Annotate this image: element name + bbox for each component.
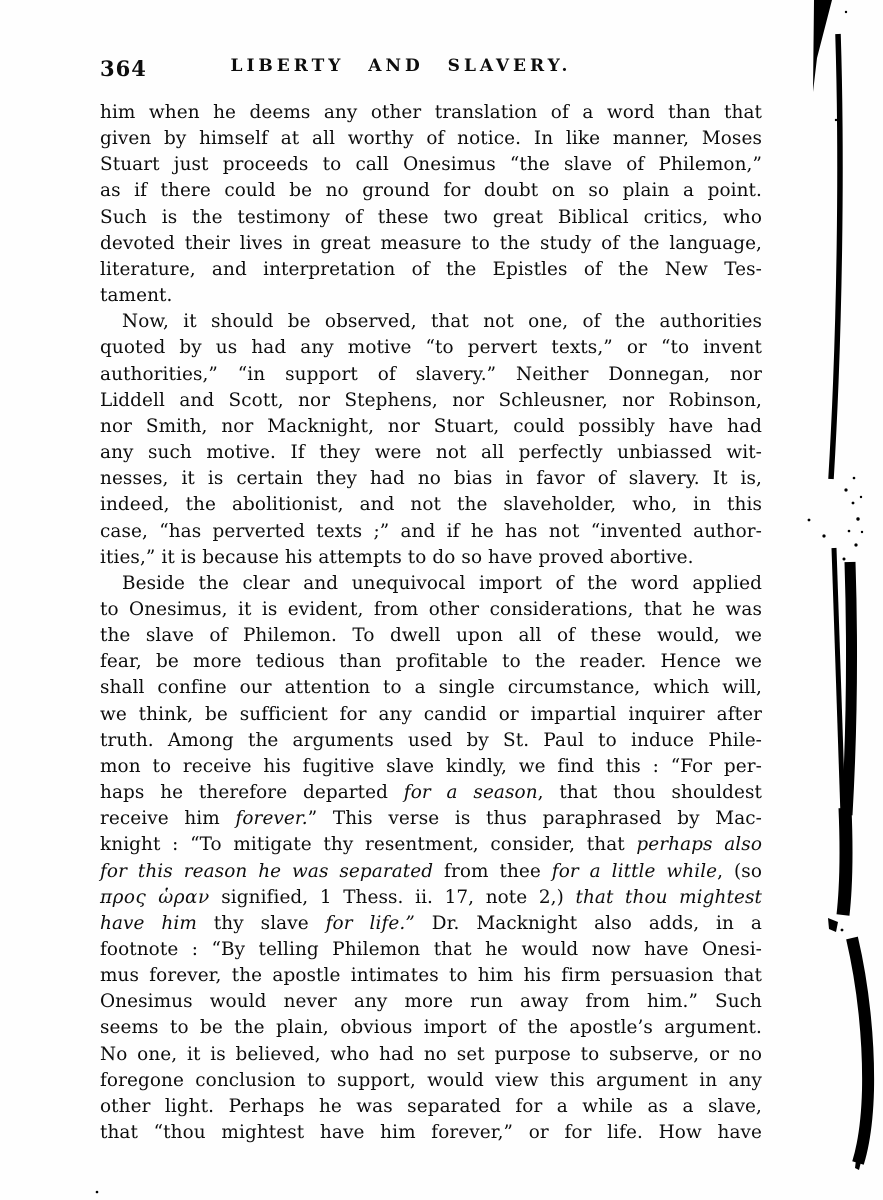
- text-segment: given by himself at all worthy of notice. In like manner, Moses: [100, 128, 762, 150]
- text-line: [100, 466, 762, 492]
- text-segment: Stuart just proceeds to call Onesimus “the slave of Philemon,”: [100, 154, 762, 176]
- text-segment: case, “has perverted texts ;” and if he has not “invented author-: [100, 520, 762, 542]
- text-segment: tament.: [100, 285, 173, 307]
- text-segment: that “thou mightest have him forever,” or for life. How have: [100, 1122, 762, 1144]
- text-segment: other light. Perhaps he was separated for a while as a slave,: [100, 1095, 762, 1117]
- text-line: [100, 859, 762, 885]
- text-line: [100, 597, 762, 623]
- text-segment: , (so: [717, 860, 763, 882]
- text-segment: shall confine our attention to a single circumstance, which will,: [100, 677, 762, 699]
- text-line: [100, 1068, 762, 1094]
- italic-phrase: for a season: [403, 782, 538, 804]
- text-segment: knight : “To mitigate thy resentment, consider, that: [100, 834, 637, 856]
- text-line: [100, 335, 762, 361]
- text-line: [100, 728, 762, 754]
- italic-phrase: perhaps also: [636, 834, 762, 856]
- text-line: [100, 937, 762, 963]
- text-segment: Dr. Macknight also adds, in a: [414, 912, 762, 934]
- text-line: [100, 362, 762, 388]
- text-segment: Such is the testimony of these two great Biblical critics, who: [100, 206, 762, 228]
- italic-phrase: for this reason he was separated: [100, 860, 434, 882]
- text-line: [100, 1120, 762, 1146]
- text-segment: to Onesimus, it is evident, from other considerations, that he was: [100, 598, 762, 620]
- italic-phrase: for life.”: [325, 912, 415, 934]
- page-header: [100, 56, 762, 81]
- text-line: [100, 885, 762, 911]
- text-line: [100, 571, 762, 597]
- text-segment: literature, and interpretation of the Epistles of the New Tes-: [100, 258, 762, 280]
- text-segment: seems to be the plain, obvious import of the apostle’s argument.: [100, 1017, 762, 1039]
- text-segment: mon to receive his fugitive slave kindly, we find this : “For per-: [100, 755, 762, 777]
- text-line: [100, 1094, 762, 1120]
- text-line: [100, 519, 762, 545]
- text-line: [100, 309, 762, 335]
- text-segment: Beside the clear and unequivocal import of the word applied: [122, 572, 762, 594]
- text-line: [100, 414, 762, 440]
- greek-phrase: προς ὡραν: [100, 886, 210, 908]
- text-line: [100, 545, 762, 571]
- text-line: [100, 1042, 762, 1068]
- text-line: [100, 832, 762, 858]
- text-line: [100, 440, 762, 466]
- text-line: [100, 754, 762, 780]
- text-segment: authorities,” “in support of slavery.” Neither Donnegan, nor: [100, 363, 762, 385]
- text-line: [100, 388, 762, 414]
- text-segment: any such motive. If they were not all perfectly unbiassed wit-: [100, 442, 762, 464]
- text-segment: ities,” it is because his attempts to do so have proved abortive.: [100, 546, 694, 568]
- text-line: [100, 231, 762, 257]
- text-line: [100, 702, 762, 728]
- text-segment: nor Smith, nor Macknight, nor Stuart, could possibly have had: [100, 415, 762, 437]
- text-segment: we think, be sufficient for any candid or impartial inquirer after: [100, 703, 762, 725]
- page-number: 364: [100, 56, 147, 81]
- text-segment: truth. Among the arguments used by St. Paul to induce Phile-: [100, 729, 762, 751]
- text-segment: Onesimus would never any more run away from him.” Such: [100, 991, 762, 1013]
- text-segment: Liddell and Scott, nor Stephens, nor Schleusner, nor Robinson,: [100, 389, 762, 411]
- text-segment: from thee: [433, 860, 552, 882]
- text-line: [100, 963, 762, 989]
- text-line: [100, 283, 762, 309]
- text-line: [100, 257, 762, 283]
- text-line: [100, 806, 762, 832]
- italic-phrase: forever.: [235, 808, 308, 830]
- text-segment: footnote : “By telling Philemon that he would now have Onesi-: [100, 939, 762, 960]
- text-segment: receive him: [100, 808, 236, 830]
- text-segment: indeed, the abolitionist, and not the slaveholder, who, in this: [100, 494, 762, 516]
- text-segment: foregone conclusion to support, would view this argument in any: [100, 1069, 762, 1091]
- text-line: [100, 675, 762, 701]
- text-segment: quoted by us had any motive “to pervert texts,” or “to invent: [100, 337, 762, 359]
- text-line: [100, 1015, 762, 1041]
- text-segment: , that thou shouldest: [537, 782, 762, 804]
- text-block: [100, 100, 762, 1146]
- text-segment: nesses, it is certain they had no bias in favor of slavery. It is,: [100, 468, 762, 490]
- text-line: [100, 911, 762, 937]
- running-title: LIBERTY AND SLAVERY.: [230, 56, 572, 76]
- text-segment: signified, 1 Thess. ii. 17, note 2,): [209, 886, 576, 908]
- italic-phrase: that thou mightest: [575, 886, 762, 908]
- text-line: [100, 780, 762, 806]
- text-line: [100, 100, 762, 126]
- text-line: [100, 649, 762, 675]
- text-segment: the slave of Philemon. To dwell upon all of these would, we: [100, 625, 762, 647]
- text-line: [100, 178, 762, 204]
- text-segment: ” This verse is thus paraphrased by Mac-: [307, 808, 762, 830]
- italic-phrase: for a little while: [551, 860, 718, 882]
- text-line: [100, 492, 762, 518]
- text-segment: Now, it should be observed, that not one, of the authorities: [122, 311, 762, 333]
- text-segment: as if there could be no ground for doubt on so plain a point.: [100, 180, 762, 202]
- text-segment: devoted their lives in great measure to the study of the language,: [100, 232, 762, 254]
- text-segment: him when he deems any other translation of a word than that: [100, 102, 762, 123]
- text-line: [100, 623, 762, 649]
- text-line: [100, 152, 762, 178]
- text-line: [100, 126, 762, 152]
- text-line: [100, 205, 762, 231]
- text-segment: mus forever, the apostle intimates to him his firm persuasion that: [100, 965, 762, 987]
- text-segment: No one, it is believed, who had no set purpose to subserve, or no: [100, 1043, 762, 1065]
- text-line: [100, 989, 762, 1015]
- italic-phrase: have him: [100, 912, 197, 934]
- text-segment: fear, be more tedious than profitable to the reader. Hence we: [100, 651, 762, 673]
- text-segment: thy slave: [196, 912, 326, 934]
- text-segment: haps he therefore departed: [100, 782, 404, 804]
